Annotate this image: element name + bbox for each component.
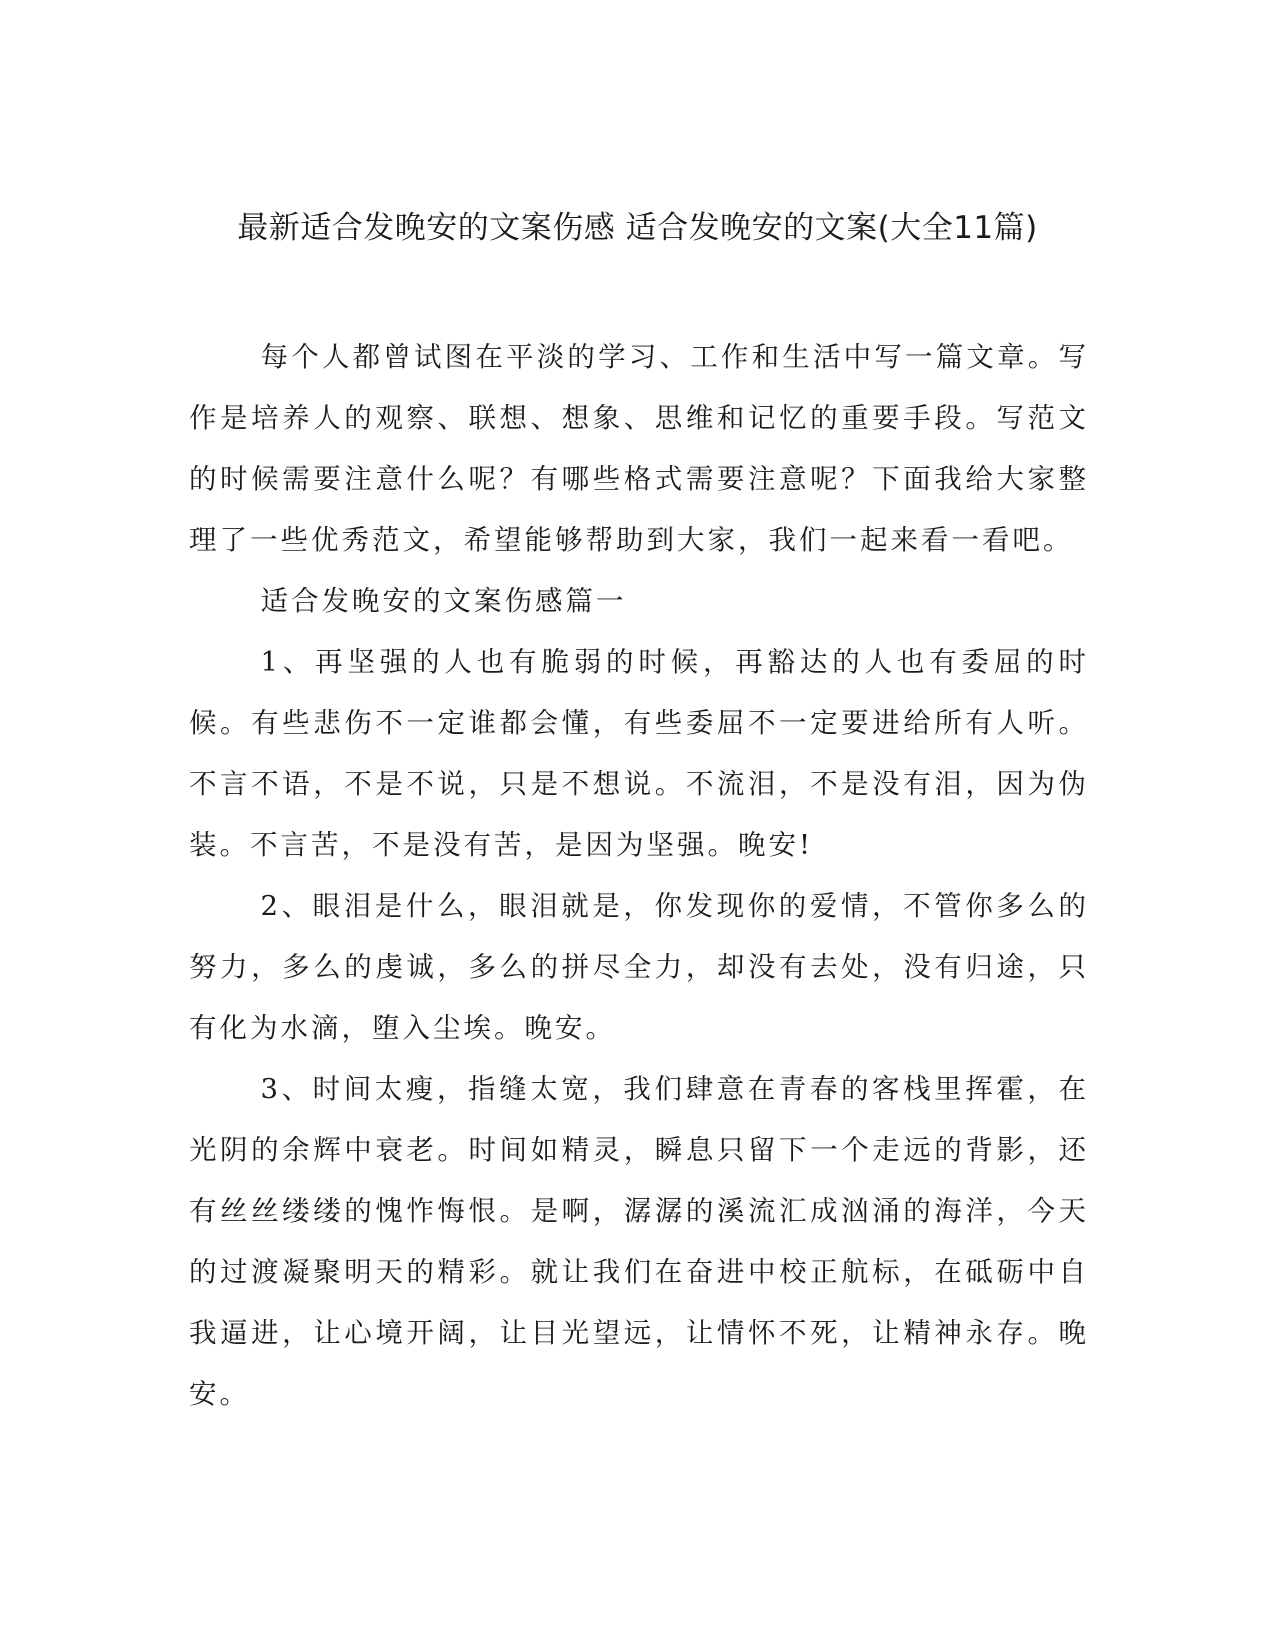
document-body	[189, 327, 1089, 1425]
document-title: 最新适合发晚安的文案伤感 适合发晚安的文案(大全11篇)	[237, 210, 1038, 246]
quote-paragraph-2: 2、眼泪是什么，眼泪就是，你发现你的爱情，不管你多么的努力，多么的虔诚，多么的拼尽全力，却没有去处，没有归途，只有化为水滴，堕入尘埃。晚安。	[189, 890, 1089, 1044]
section-heading: 适合发晚安的文案伤感篇一	[260, 585, 627, 617]
intro-paragraph: 每个人都曾试图在平淡的学习、工作和生活中写一篇文章。写作是培养人的观察、联想、想象、思维和记忆的重要手段。写范文的时候需要注意什么呢？有哪些格式需要注意呢？下面我给大家整理了一些优秀范文，希望能够帮助到大家，我们一起来看一看吧。	[189, 341, 1089, 556]
quote-paragraph-3: 3、时间太瘦，指缝太宽，我们肆意在青春的客栈里挥霍，在光阴的余辉中衰老。时间如精灵，瞬息只留下一个走远的背影，还有丝丝缕缕的愧怍悔恨。是啊，潺潺的溪流汇成汹涌的海洋，今天的过渡凝聚明天的精彩。就让我们在奋进中校正航标，在砥砺中自我逼进，让心境开阔，让目光望远，让情怀不死，让精神永存。晚安。	[189, 1073, 1089, 1410]
quote-paragraph-1: 1、再坚强的人也有脆弱的时候，再豁达的人也有委屈的时候。有些悲伤不一定谁都会懂，有些委屈不一定要进给所有人听。不言不语，不是不说，只是不想说。不流泪，不是没有泪，因为伪装。不言苦，不是没有苦，是因为坚强。晚安!	[189, 646, 1089, 861]
